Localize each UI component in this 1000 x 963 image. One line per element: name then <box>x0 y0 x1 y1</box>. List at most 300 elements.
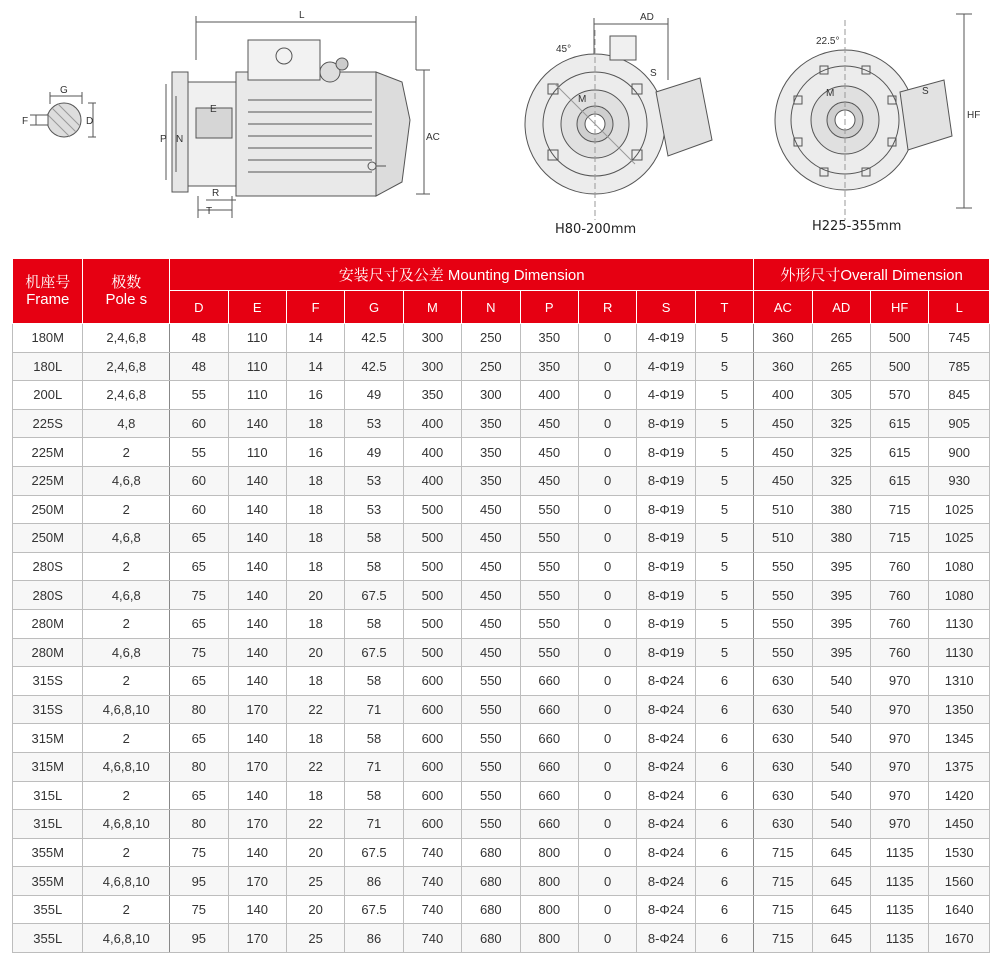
table-cell: 1450 <box>929 810 990 839</box>
table-cell: 65 <box>170 781 228 810</box>
table-cell: 5 <box>695 438 753 467</box>
table-cell: 80 <box>170 810 228 839</box>
table-cell: 53 <box>345 466 403 495</box>
side-label-t: T <box>206 206 213 217</box>
table-cell: 540 <box>812 781 870 810</box>
front-view-small-drawing <box>525 18 712 220</box>
table-cell: 140 <box>228 495 286 524</box>
table-cell: 250 <box>462 352 520 381</box>
table-cell: 2 <box>83 895 170 924</box>
table-cell: 450 <box>462 495 520 524</box>
side-view-drawing <box>166 16 430 218</box>
table-cell: 800 <box>520 924 578 953</box>
table-cell: 170 <box>228 810 286 839</box>
table-cell: 200L <box>13 381 83 410</box>
side-label-r: R <box>212 188 220 199</box>
table-cell: 75 <box>170 838 228 867</box>
table-cell: 18 <box>286 524 344 553</box>
table-cell: 8-Φ24 <box>637 810 695 839</box>
table-row <box>13 895 990 924</box>
table-cell: 48 <box>170 352 228 381</box>
table-cell: 2 <box>83 838 170 867</box>
table-cell: 16 <box>286 381 344 410</box>
table-cell: 540 <box>812 695 870 724</box>
table-cell: 5 <box>695 381 753 410</box>
table-cell: 140 <box>228 667 286 696</box>
table-cell: 450 <box>462 638 520 667</box>
table-cell: 53 <box>345 409 403 438</box>
table-row <box>13 781 990 810</box>
table-cell: 355L <box>13 895 83 924</box>
front-small-label-ad: AD <box>640 12 654 23</box>
column-header: AD <box>812 291 870 324</box>
side-label-ac: AC <box>426 132 440 143</box>
table-cell: 58 <box>345 609 403 638</box>
table-cell: 645 <box>812 924 870 953</box>
table-cell: 450 <box>754 438 812 467</box>
table-cell: 22 <box>286 752 344 781</box>
table-cell: 645 <box>812 867 870 896</box>
front-large-label-m: M <box>826 88 835 99</box>
caption-small-frame: H80-200mm <box>555 222 637 237</box>
table-cell: 265 <box>812 324 870 353</box>
shaft-section-drawing <box>30 92 96 137</box>
table-cell: 500 <box>871 352 929 381</box>
table-cell: 86 <box>345 924 403 953</box>
table-cell: 5 <box>695 524 753 553</box>
table-cell: 550 <box>754 609 812 638</box>
table-cell: 140 <box>228 895 286 924</box>
table-cell: 48 <box>170 324 228 353</box>
table-cell: 0 <box>578 810 636 839</box>
table-cell: 570 <box>871 381 929 410</box>
table-cell: 350 <box>403 381 461 410</box>
table-cell: 1130 <box>929 609 990 638</box>
table-cell: 550 <box>520 581 578 610</box>
table-cell: 60 <box>170 409 228 438</box>
table-row <box>13 466 990 495</box>
table-cell: 5 <box>695 552 753 581</box>
table-cell: 400 <box>403 466 461 495</box>
table-cell: 6 <box>695 924 753 953</box>
table-cell: 0 <box>578 695 636 724</box>
front-small-label-angle: 45° <box>556 44 572 55</box>
table-cell: 315M <box>13 752 83 781</box>
table-cell: 500 <box>403 495 461 524</box>
table-cell: 42.5 <box>345 324 403 353</box>
table-cell: 8-Φ24 <box>637 924 695 953</box>
shaft-label-f: F <box>22 116 29 127</box>
table-cell: 1135 <box>871 838 929 867</box>
table-cell: 680 <box>462 924 520 953</box>
table-cell: 715 <box>871 524 929 553</box>
table-cell: 80 <box>170 695 228 724</box>
table-cell: 58 <box>345 552 403 581</box>
table-cell: 71 <box>345 695 403 724</box>
table-cell: 630 <box>754 752 812 781</box>
table-cell: 6 <box>695 867 753 896</box>
table-cell: 680 <box>462 838 520 867</box>
table-cell: 14 <box>286 352 344 381</box>
table-cell: 225M <box>13 466 83 495</box>
table-cell: 300 <box>403 352 461 381</box>
table-cell: 280M <box>13 609 83 638</box>
table-cell: 0 <box>578 781 636 810</box>
table-cell: 25 <box>286 924 344 953</box>
table-cell: 22 <box>286 695 344 724</box>
column-header: P <box>520 291 578 324</box>
table-row <box>13 552 990 581</box>
column-header: R <box>578 291 636 324</box>
table-cell: 1080 <box>929 552 990 581</box>
table-cell: 355M <box>13 838 83 867</box>
table-cell: 0 <box>578 667 636 696</box>
table-cell: 760 <box>871 581 929 610</box>
table-cell: 0 <box>578 895 636 924</box>
table-cell: 0 <box>578 581 636 610</box>
table-cell: 55 <box>170 381 228 410</box>
table-cell: 6 <box>695 752 753 781</box>
table-cell: 500 <box>403 581 461 610</box>
table-cell: 1670 <box>929 924 990 953</box>
table-cell: 58 <box>345 667 403 696</box>
table-cell: 905 <box>929 409 990 438</box>
table-cell: 1135 <box>871 924 929 953</box>
table-cell: 1025 <box>929 495 990 524</box>
table-cell: 800 <box>520 838 578 867</box>
table-cell: 8-Φ19 <box>637 581 695 610</box>
table-cell: 550 <box>520 495 578 524</box>
table-cell: 1345 <box>929 724 990 753</box>
table-cell: 8-Φ19 <box>637 638 695 667</box>
table-cell: 4,6,8,10 <box>83 752 170 781</box>
side-label-p: P <box>160 134 167 145</box>
table-cell: 20 <box>286 895 344 924</box>
table-cell: 0 <box>578 752 636 781</box>
table-cell: 225S <box>13 409 83 438</box>
table-cell: 8-Φ24 <box>637 895 695 924</box>
table-cell: 8-Φ19 <box>637 409 695 438</box>
table-cell: 180L <box>13 352 83 381</box>
table-cell: 2,4,6,8 <box>83 381 170 410</box>
table-cell: 600 <box>403 752 461 781</box>
table-cell: 500 <box>403 524 461 553</box>
table-cell: 540 <box>812 752 870 781</box>
table-cell: 325 <box>812 409 870 438</box>
table-cell: 6 <box>695 810 753 839</box>
table-cell: 4,6,8,10 <box>83 810 170 839</box>
table-cell: 8-Φ24 <box>637 867 695 896</box>
table-cell: 550 <box>754 638 812 667</box>
table-cell: 350 <box>462 466 520 495</box>
table-cell: 680 <box>462 895 520 924</box>
table-cell: 4-Φ19 <box>637 381 695 410</box>
table-cell: 140 <box>228 781 286 810</box>
table-cell: 660 <box>520 695 578 724</box>
table-cell: 350 <box>520 352 578 381</box>
table-cell: 0 <box>578 409 636 438</box>
pole-header-en: Pole s <box>105 291 148 308</box>
table-row <box>13 638 990 667</box>
table-cell: 16 <box>286 438 344 467</box>
table-cell: 600 <box>403 724 461 753</box>
table-cell: 6 <box>695 695 753 724</box>
table-cell: 55 <box>170 438 228 467</box>
table-cell: 740 <box>403 895 461 924</box>
table-cell: 5 <box>695 409 753 438</box>
table-cell: 140 <box>228 524 286 553</box>
table-cell: 400 <box>403 409 461 438</box>
table-cell: 67.5 <box>345 838 403 867</box>
table-cell: 18 <box>286 552 344 581</box>
table-cell: 8-Φ19 <box>637 524 695 553</box>
table-cell: 400 <box>520 381 578 410</box>
mounting-dimension-header: 安装尺寸及公差 Mounting Dimension <box>170 259 754 291</box>
table-cell: 600 <box>403 810 461 839</box>
frame-header <box>13 259 83 324</box>
table-row <box>13 409 990 438</box>
table-row <box>13 438 990 467</box>
table-cell: 1375 <box>929 752 990 781</box>
column-header: D <box>170 291 228 324</box>
table-cell: 4,8 <box>83 409 170 438</box>
table-cell: 95 <box>170 924 228 953</box>
column-header: M <box>403 291 461 324</box>
table-cell: 550 <box>462 810 520 839</box>
table-cell: 540 <box>812 810 870 839</box>
side-label-e: E <box>210 104 217 115</box>
table-cell: 265 <box>812 352 870 381</box>
table-cell: 2 <box>83 781 170 810</box>
table-cell: 0 <box>578 524 636 553</box>
table-row <box>13 810 990 839</box>
table-cell: 1560 <box>929 867 990 896</box>
table-cell: 0 <box>578 724 636 753</box>
table-cell: 49 <box>345 438 403 467</box>
table-cell: 0 <box>578 438 636 467</box>
table-cell: 630 <box>754 695 812 724</box>
table-cell: 65 <box>170 667 228 696</box>
column-header: AC <box>754 291 812 324</box>
table-row <box>13 609 990 638</box>
table-cell: 1135 <box>871 895 929 924</box>
table-cell: 550 <box>754 552 812 581</box>
table-cell: 550 <box>462 752 520 781</box>
table-row <box>13 381 990 410</box>
table-row <box>13 924 990 953</box>
table-cell: 250M <box>13 495 83 524</box>
table-cell: 970 <box>871 752 929 781</box>
table-cell: 1350 <box>929 695 990 724</box>
table-cell: 360 <box>754 324 812 353</box>
frame-header-en: Frame <box>26 291 70 308</box>
table-cell: 970 <box>871 810 929 839</box>
table-cell: 510 <box>754 524 812 553</box>
table-cell: 660 <box>520 810 578 839</box>
table-cell: 65 <box>170 552 228 581</box>
table-cell: 550 <box>520 552 578 581</box>
table-row <box>13 752 990 781</box>
table-cell: 740 <box>403 924 461 953</box>
table-row <box>13 352 990 381</box>
table-cell: 325 <box>812 466 870 495</box>
table-cell: 550 <box>520 524 578 553</box>
table-cell: 450 <box>520 466 578 495</box>
table-cell: 1420 <box>929 781 990 810</box>
table-cell: 4,6,8,10 <box>83 924 170 953</box>
table-cell: 5 <box>695 609 753 638</box>
table-cell: 110 <box>228 381 286 410</box>
table-cell: 22 <box>286 810 344 839</box>
table-cell: 600 <box>403 781 461 810</box>
table-cell: 300 <box>462 381 520 410</box>
table-cell: 280M <box>13 638 83 667</box>
table-cell: 615 <box>871 466 929 495</box>
table-cell: 400 <box>754 381 812 410</box>
table-cell: 550 <box>520 638 578 667</box>
table-cell: 8-Φ19 <box>637 552 695 581</box>
table-cell: 0 <box>578 552 636 581</box>
column-header: S <box>637 291 695 324</box>
table-cell: 18 <box>286 466 344 495</box>
table-cell: 395 <box>812 552 870 581</box>
table-cell: 760 <box>871 552 929 581</box>
table-cell: 80 <box>170 752 228 781</box>
table-cell: 350 <box>520 324 578 353</box>
table-cell: 1135 <box>871 867 929 896</box>
column-header: E <box>228 291 286 324</box>
table-cell: 315M <box>13 724 83 753</box>
table-row <box>13 838 990 867</box>
table-cell: 8-Φ24 <box>637 781 695 810</box>
column-header: T <box>695 291 753 324</box>
table-cell: 8-Φ19 <box>637 466 695 495</box>
table-cell: 0 <box>578 867 636 896</box>
table-cell: 550 <box>462 667 520 696</box>
table-cell: 315L <box>13 810 83 839</box>
table-cell: 0 <box>578 324 636 353</box>
table-cell: 2 <box>83 495 170 524</box>
table-cell: 550 <box>462 781 520 810</box>
table-cell: 75 <box>170 638 228 667</box>
table-cell: 58 <box>345 781 403 810</box>
table-cell: 140 <box>228 581 286 610</box>
table-cell: 67.5 <box>345 581 403 610</box>
table-cell: 18 <box>286 667 344 696</box>
table-cell: 1530 <box>929 838 990 867</box>
table-cell: 6 <box>695 667 753 696</box>
table-cell: 630 <box>754 724 812 753</box>
table-cell: 0 <box>578 609 636 638</box>
front-small-label-m: M <box>578 94 587 105</box>
table-cell: 0 <box>578 352 636 381</box>
table-cell: 140 <box>228 609 286 638</box>
table-cell: 550 <box>462 695 520 724</box>
overall-dimension-header: 外形尺寸Overall Dimension <box>754 259 990 291</box>
table-cell: 450 <box>520 409 578 438</box>
table-cell: 395 <box>812 638 870 667</box>
table-cell: 5 <box>695 466 753 495</box>
table-cell: 715 <box>754 924 812 953</box>
table-cell: 110 <box>228 324 286 353</box>
table-cell: 20 <box>286 638 344 667</box>
front-large-label-s: S <box>922 86 929 97</box>
table-cell: 380 <box>812 495 870 524</box>
table-cell: 660 <box>520 752 578 781</box>
table-cell: 660 <box>520 724 578 753</box>
table-cell: 67.5 <box>345 638 403 667</box>
table-cell: 6 <box>695 838 753 867</box>
table-cell: 615 <box>871 409 929 438</box>
table-cell: 1130 <box>929 638 990 667</box>
table-cell: 1080 <box>929 581 990 610</box>
table-cell: 550 <box>462 724 520 753</box>
table-cell: 250M <box>13 524 83 553</box>
drawings-svg <box>0 0 1000 250</box>
table-cell: 140 <box>228 466 286 495</box>
table-cell: 0 <box>578 466 636 495</box>
table-cell: 450 <box>754 466 812 495</box>
table-cell: 8-Φ19 <box>637 438 695 467</box>
table-cell: 550 <box>754 581 812 610</box>
table-cell: 630 <box>754 667 812 696</box>
column-header: HF <box>871 291 929 324</box>
table-cell: 280S <box>13 552 83 581</box>
shaft-label-d: D <box>86 116 94 127</box>
table-cell: 140 <box>228 552 286 581</box>
table-cell: 4,6,8 <box>83 638 170 667</box>
table-cell: 8-Φ24 <box>637 724 695 753</box>
frame-header-zh: 机座号 <box>25 274 71 291</box>
table-cell: 60 <box>170 495 228 524</box>
table-cell: 355L <box>13 924 83 953</box>
front-view-large-drawing <box>775 14 972 220</box>
table-cell: 380 <box>812 524 870 553</box>
table-cell: 1025 <box>929 524 990 553</box>
table-cell: 1640 <box>929 895 990 924</box>
caption-large-frame: H225-355mm <box>812 219 902 234</box>
table-row <box>13 867 990 896</box>
table-cell: 65 <box>170 724 228 753</box>
table-cell: 305 <box>812 381 870 410</box>
table-cell: 450 <box>462 552 520 581</box>
table-row <box>13 581 990 610</box>
table-cell: 970 <box>871 781 929 810</box>
table-cell: 170 <box>228 867 286 896</box>
table-cell: 715 <box>754 867 812 896</box>
table-cell: 5 <box>695 495 753 524</box>
table-cell: 600 <box>403 695 461 724</box>
table-body <box>13 324 990 953</box>
table-cell: 170 <box>228 695 286 724</box>
table-cell: 2 <box>83 667 170 696</box>
table-cell: 785 <box>929 352 990 381</box>
table-cell: 140 <box>228 638 286 667</box>
table-cell: 20 <box>286 838 344 867</box>
table-cell: 75 <box>170 895 228 924</box>
table-cell: 660 <box>520 781 578 810</box>
dimension-table <box>12 258 990 953</box>
table-cell: 315S <box>13 667 83 696</box>
table-cell: 300 <box>403 324 461 353</box>
table-cell: 450 <box>462 609 520 638</box>
table-cell: 58 <box>345 724 403 753</box>
table-cell: 450 <box>462 581 520 610</box>
table-row <box>13 324 990 353</box>
table-cell: 930 <box>929 466 990 495</box>
front-large-label-angle: 22.5° <box>816 36 840 47</box>
table-cell: 600 <box>403 667 461 696</box>
